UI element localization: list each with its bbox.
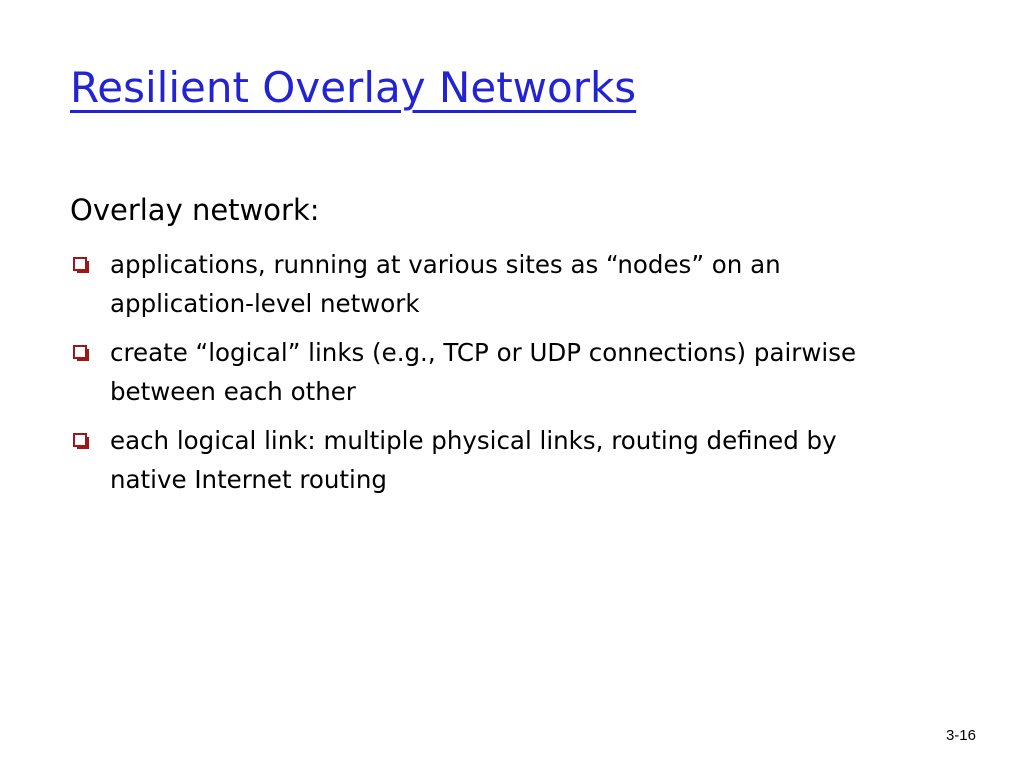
overlay-network-heading: Overlay network: <box>70 193 320 227</box>
bullet-item-applications <box>70 245 920 323</box>
bullet-text: each logical link: multiple physical links, routing defined by native Internet routing <box>110 426 837 494</box>
bullet-item-physical-links <box>70 421 920 499</box>
checkbox-square-icon <box>73 433 87 447</box>
bullet-list <box>70 245 920 509</box>
page-number: 3-16 <box>945 727 976 744</box>
bullet-text: create “logical” links (e.g., TCP or UDP connections) pairwise between each other <box>110 338 857 406</box>
checkbox-square-icon <box>73 257 87 271</box>
checkbox-square-icon <box>73 345 87 359</box>
bullet-text: applications, running at various sites as “nodes” on an application-level network <box>110 250 781 318</box>
bullet-item-logical-links <box>70 333 920 411</box>
slide-title: Resilient Overlay Networks <box>70 63 637 112</box>
